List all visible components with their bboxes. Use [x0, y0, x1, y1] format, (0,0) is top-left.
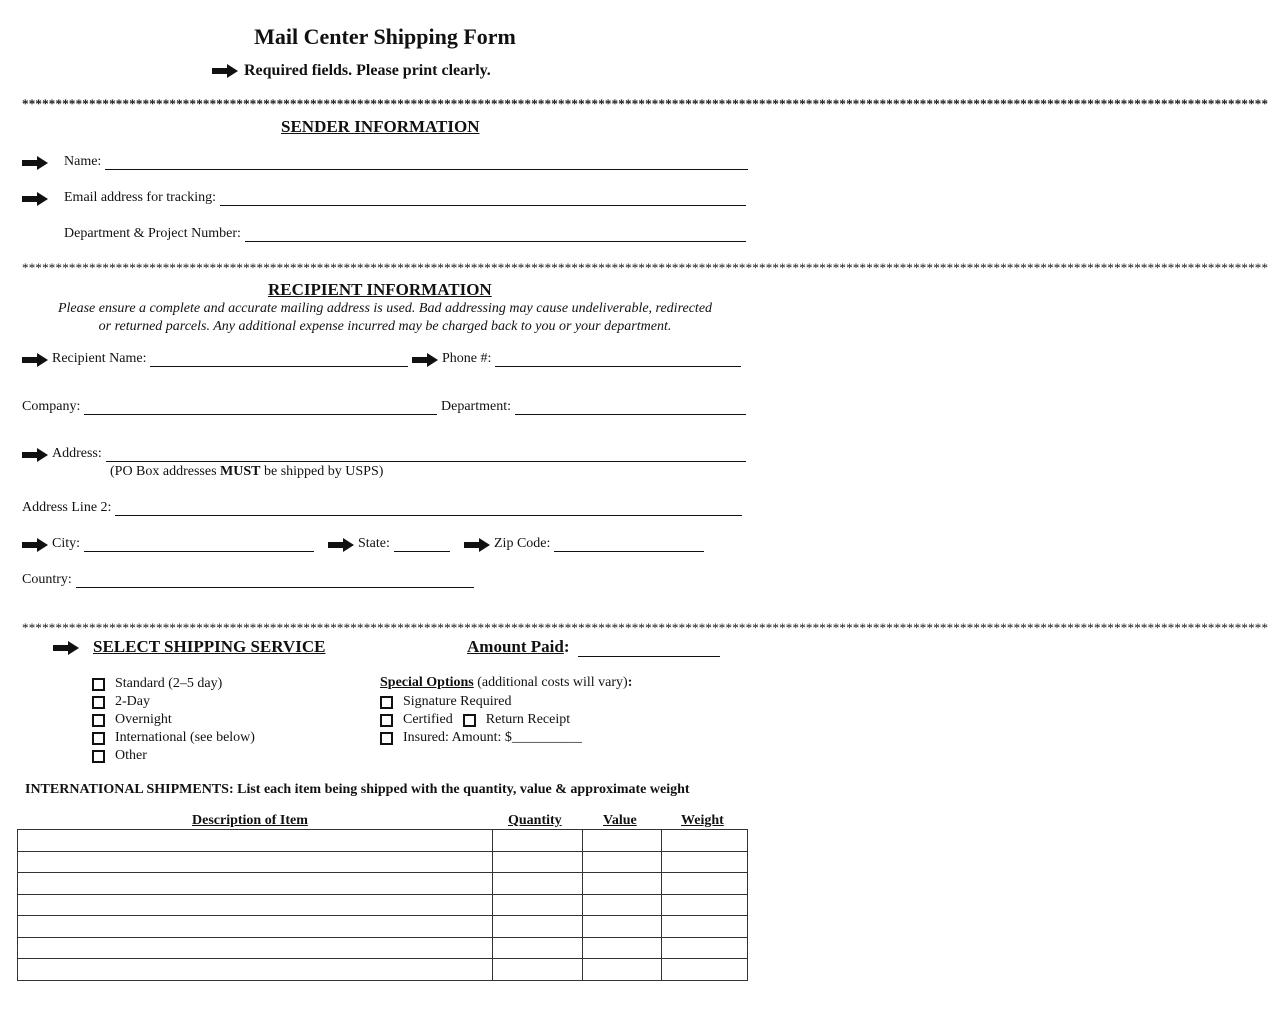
- recipient-zip-label: Zip Code:: [494, 536, 551, 551]
- table-cell[interactable]: [493, 959, 583, 981]
- sender-email-label: Email address for tracking:: [64, 190, 217, 205]
- required-fields-note: [212, 62, 491, 80]
- checkbox-icon[interactable]: [463, 714, 476, 727]
- checkbox-icon[interactable]: [380, 732, 393, 745]
- recipient-phone-field[interactable]: [412, 351, 741, 367]
- page-title: Mail Center Shipping Form: [254, 24, 516, 49]
- recipient-department-label: Department:: [441, 399, 511, 414]
- recipient-city-field[interactable]: [22, 536, 314, 552]
- sender-dept-field[interactable]: [64, 226, 746, 242]
- recipient-name-label: Recipient Name:: [52, 351, 147, 366]
- separator-line: ******************************************************************************************************************************************************************************************: [22, 620, 1268, 635]
- arrow-right-icon: [464, 538, 490, 552]
- arrow-right-icon: [328, 538, 354, 552]
- option-signature-required[interactable]: Signature Required: [380, 693, 582, 711]
- recipient-company-label: Company:: [22, 399, 81, 414]
- table-cell[interactable]: [662, 873, 748, 895]
- sender-dept-input[interactable]: [245, 227, 746, 242]
- table-cell[interactable]: [493, 916, 583, 938]
- sender-name-field[interactable]: [22, 154, 748, 170]
- shipping-heading: SELECT SHIPPING SERVICE: [93, 637, 326, 656]
- checkbox-icon[interactable]: [380, 696, 393, 709]
- table-row: [18, 916, 748, 938]
- table-cell[interactable]: [583, 959, 662, 981]
- recipient-state-label: State:: [358, 536, 390, 551]
- recipient-city-label: City:: [52, 536, 81, 551]
- separator-line: ******************************************************************************************************************************************************************************************: [22, 96, 1268, 111]
- option-certified[interactable]: Certified Return Receipt: [380, 711, 582, 729]
- checkbox-icon[interactable]: [92, 732, 105, 745]
- recipient-note-line2: or returned parcels. Any additional expense incurred may be charged back to you or your department.: [98, 319, 672, 334]
- recipient-company-input[interactable]: [84, 400, 437, 415]
- shipping-services-list: [92, 675, 255, 765]
- table-cell[interactable]: [583, 830, 662, 852]
- recipient-country-input[interactable]: [76, 573, 474, 588]
- recipient-address-field[interactable]: [22, 446, 746, 462]
- table-cell[interactable]: [493, 830, 583, 852]
- recipient-zip-field[interactable]: [464, 536, 704, 552]
- arrow-right-icon: [22, 353, 48, 367]
- recipient-name-input[interactable]: [150, 352, 408, 367]
- arrow-right-icon: [412, 353, 438, 367]
- recipient-heading: RECIPIENT INFORMATION: [268, 280, 492, 299]
- recipient-country-label: Country:: [22, 572, 72, 587]
- table-row: [18, 830, 748, 852]
- table-cell[interactable]: [18, 894, 493, 916]
- service-option-other[interactable]: Other: [92, 747, 255, 765]
- table-row: [18, 937, 748, 959]
- table-cell[interactable]: [493, 894, 583, 916]
- table-row: [18, 851, 748, 873]
- recipient-state-field[interactable]: [328, 536, 450, 552]
- table-cell[interactable]: [583, 873, 662, 895]
- separator-line: ******************************************************************************************************************************************************************************************: [22, 260, 1268, 275]
- amount-paid-input[interactable]: [578, 642, 720, 657]
- recipient-phone-label: Phone #:: [442, 351, 492, 366]
- table-cell[interactable]: [493, 851, 583, 873]
- po-box-note: (PO Box addresses MUST be shipped by USPS): [110, 464, 384, 479]
- column-header-description: Description of Item: [192, 813, 308, 828]
- recipient-zip-input[interactable]: [554, 537, 704, 552]
- special-options-list: [380, 693, 582, 747]
- table-cell[interactable]: [18, 851, 493, 873]
- recipient-address-label: Address:: [52, 446, 102, 461]
- checkbox-icon[interactable]: [92, 696, 105, 709]
- service-option-standard[interactable]: Standard (2–5 day): [92, 675, 255, 693]
- table-cell[interactable]: [662, 937, 748, 959]
- table-cell[interactable]: [662, 894, 748, 916]
- table-cell[interactable]: [662, 851, 748, 873]
- table-cell[interactable]: [662, 830, 748, 852]
- table-cell[interactable]: [662, 959, 748, 981]
- arrow-right-icon: [22, 156, 48, 170]
- recipient-address-input[interactable]: [106, 447, 746, 462]
- sender-email-field[interactable]: [22, 190, 746, 206]
- table-cell[interactable]: [583, 916, 662, 938]
- arrow-right-icon: [22, 448, 48, 462]
- table-row: [18, 959, 748, 981]
- checkbox-icon[interactable]: [92, 714, 105, 727]
- service-option-2day[interactable]: 2-Day: [92, 693, 255, 711]
- recipient-department-field[interactable]: [441, 399, 746, 415]
- table-row: [18, 873, 748, 895]
- required-fields-text: Required fields. Please print clearly.: [244, 62, 491, 79]
- recipient-address2-label: Address Line 2:: [22, 500, 112, 515]
- recipient-phone-input[interactable]: [495, 352, 741, 367]
- arrow-right-icon: [52, 641, 80, 660]
- column-header-value: Value: [603, 813, 637, 828]
- table-cell[interactable]: [662, 916, 748, 938]
- recipient-department-input[interactable]: [515, 400, 746, 415]
- table-cell[interactable]: [18, 873, 493, 895]
- recipient-note-line1: Please ensure a complete and accurate mailing address is used. Bad addressing may cause undeliverable, redirected: [57, 301, 713, 316]
- column-header-weight: Weight: [681, 813, 724, 828]
- recipient-address2-field[interactable]: [22, 500, 742, 516]
- checkbox-icon[interactable]: [380, 714, 393, 727]
- arrow-right-icon: [212, 64, 238, 78]
- table-cell[interactable]: [493, 937, 583, 959]
- arrow-right-icon: [22, 538, 48, 552]
- recipient-address2-input[interactable]: [115, 501, 742, 516]
- column-header-quantity: Quantity: [508, 813, 562, 828]
- recipient-name-field[interactable]: [22, 351, 408, 367]
- table-cell[interactable]: [18, 937, 493, 959]
- table-cell[interactable]: [583, 851, 662, 873]
- recipient-country-field[interactable]: [22, 572, 474, 588]
- table-cell[interactable]: [18, 916, 493, 938]
- international-items-table: [17, 829, 748, 981]
- sender-name-input[interactable]: [105, 155, 748, 170]
- arrow-right-icon: [22, 192, 48, 206]
- special-options-heading: Special Options (additional costs will vary):: [380, 675, 633, 690]
- table-cell[interactable]: [583, 894, 662, 916]
- service-option-international[interactable]: International (see below): [92, 729, 255, 747]
- recipient-company-field[interactable]: [22, 399, 437, 415]
- table-cell[interactable]: [18, 959, 493, 981]
- recipient-city-input[interactable]: [84, 537, 314, 552]
- amount-paid-label: Amount Paid: [467, 637, 564, 656]
- international-heading: INTERNATIONAL SHIPMENTS: List each item being shipped with the quantity, value & approximate weight: [25, 782, 690, 797]
- table-cell[interactable]: [583, 937, 662, 959]
- table-cell[interactable]: [493, 873, 583, 895]
- recipient-state-input[interactable]: [394, 537, 450, 552]
- option-return-receipt: Return Receipt: [485, 712, 571, 727]
- sender-name-label: Name:: [64, 154, 102, 169]
- sender-email-input[interactable]: [220, 191, 746, 206]
- table-cell[interactable]: [18, 830, 493, 852]
- checkbox-icon[interactable]: [92, 750, 105, 763]
- sender-dept-label: Department & Project Number:: [64, 226, 241, 241]
- service-option-overnight[interactable]: Overnight: [92, 711, 255, 729]
- checkbox-icon[interactable]: [92, 678, 105, 691]
- amount-paid-field[interactable]: Amount Paid :: [467, 637, 720, 657]
- sender-heading: SENDER INFORMATION: [281, 117, 480, 136]
- table-row: [18, 894, 748, 916]
- option-insured[interactable]: Insured: Amount: $__________: [380, 729, 582, 747]
